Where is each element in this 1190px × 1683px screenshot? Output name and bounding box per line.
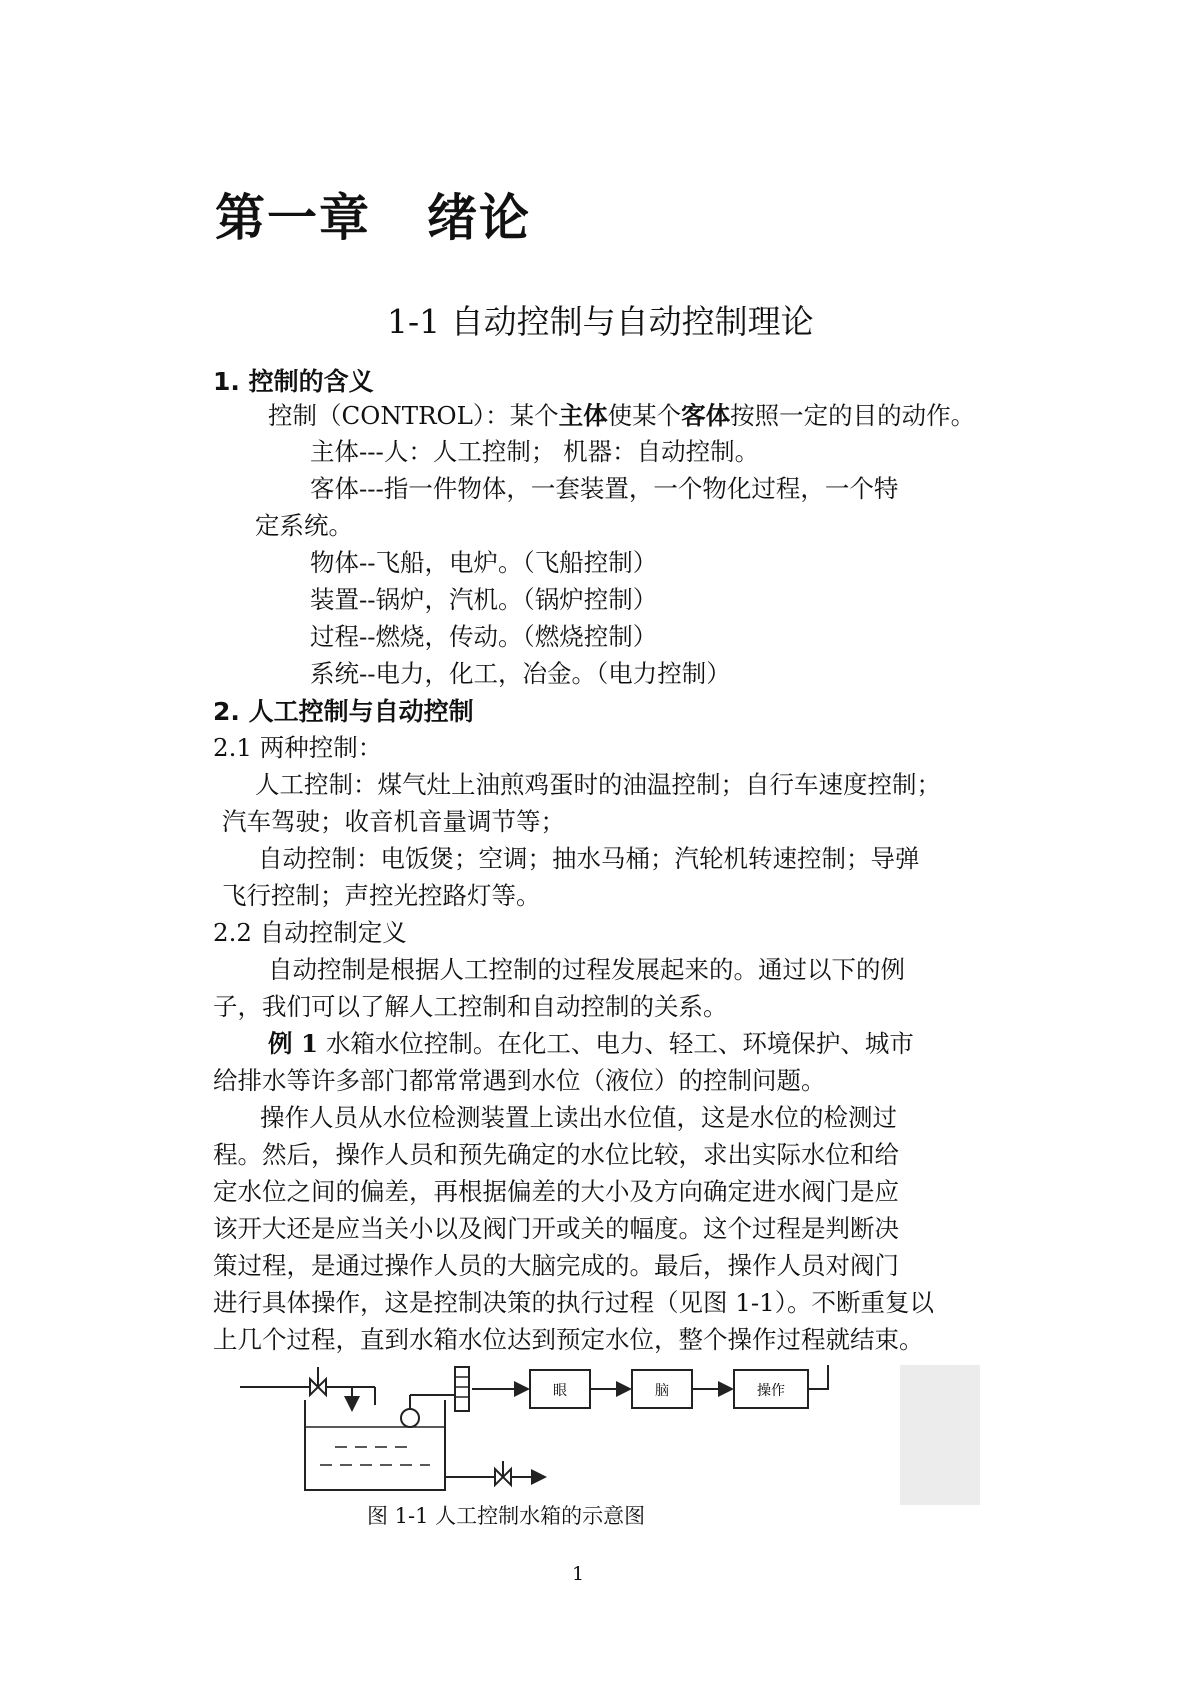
float-icon <box>401 1409 419 1427</box>
paragraph-auto-line2: 飞行控制；声控光控路灯等。 <box>222 881 541 910</box>
paragraph-example-line1 <box>268 1025 914 1060</box>
paragraph-operation-line2: 程。然后，操作人员和预先确定的水位比较，求出实际水位和给 <box>213 1140 899 1169</box>
paragraph-def-line1: 自动控制是根据人工控制的过程发展起来的。通过以下的例 <box>268 955 905 984</box>
text-segment: 水箱水位控制。在化工、电力、轻工、环境保护、城市 <box>318 1029 914 1058</box>
paragraph-auto-line1: 自动控制：电饭煲；空调；抽水马桶；汽轮机转速控制；导弹 <box>258 844 920 873</box>
paragraph-manual-line1: 人工控制：煤气灶上油煎鸡蛋时的油温控制；自行车速度控制； <box>255 770 941 799</box>
paragraph-manual-line2: 汽车驾驶；收音机音量调节等； <box>222 807 565 836</box>
brain-label: 脑 <box>655 1383 669 1399</box>
list-item-object: 物体--飞船，电炉。（飞船控制） <box>310 548 658 577</box>
heading-control-meaning: 1. 控制的含义 <box>213 367 374 396</box>
operate-label: 操作 <box>757 1383 785 1399</box>
paragraph-control-definition <box>268 397 975 432</box>
level-gauge-icon <box>455 1367 469 1411</box>
list-item-process: 过程--燃烧，传动。（燃烧控制） <box>310 622 658 651</box>
paragraph-operation-line3: 定水位之间的偏差，再根据偏差的大小及方向确定进水阀门是应 <box>213 1177 899 1206</box>
list-item-system: 系统--电力，化工，冶金。（电力控制） <box>310 659 731 688</box>
paragraph-operation-line7: 上几个过程，直到水箱水位达到预定水位，整个操作过程就结束。 <box>213 1325 924 1354</box>
chapter-name: 绪论 <box>427 189 531 247</box>
text-segment: 按照一定的目的动作。 <box>730 401 976 430</box>
heading-two-controls: 2.1 两种控制： <box>213 733 383 762</box>
eye-label: 眼 <box>553 1383 567 1399</box>
example-label: 例 1 <box>268 1029 319 1058</box>
paragraph-object-line1: 客体---指一件物体，一套装置，一个物化过程，一个特 <box>310 474 899 503</box>
list-item-device: 装置--锅炉，汽机。（锅炉控制） <box>310 585 658 614</box>
paragraph-example-line2: 给排水等许多部门都常常遇到水位（液位）的控制问题。 <box>213 1066 826 1095</box>
heading-manual-auto: 2. 人工控制与自动控制 <box>213 697 474 726</box>
diagram-svg <box>240 1365 980 1505</box>
heading-auto-definition: 2.2 自动控制定义 <box>213 918 407 947</box>
page-number: 1 <box>572 1563 585 1585</box>
chapter-number: 第一章 <box>215 189 371 247</box>
paragraph-operation-line1: 操作人员从水位检测装置上读出水位值，这是水位的检测过 <box>260 1103 897 1132</box>
scan-shadow <box>900 1365 980 1505</box>
figure-water-tank-diagram <box>240 1365 980 1509</box>
text-segment: 使某个 <box>607 401 682 430</box>
paragraph-def-line2: 子，我们可以了解人工控制和自动控制的关系。 <box>213 992 728 1021</box>
feedback-line <box>808 1365 828 1389</box>
paragraph-operation-line4: 该开大还是应当关小以及阀门开或关的幅度。这个过程是判断决 <box>213 1214 899 1243</box>
water-tank <box>305 1400 445 1490</box>
bold-object: 客体 <box>681 401 731 430</box>
paragraph-subject: 主体---人：人工控制； 机器：自动控制。 <box>310 437 760 466</box>
chapter-title <box>215 178 531 250</box>
bold-subject: 主体 <box>558 401 608 430</box>
text-segment: 控制（CONTROL）：某个 <box>268 401 559 430</box>
paragraph-operation-line6: 进行具体操作，这是控制决策的执行过程（见图 1-1）。不断重复以 <box>213 1288 934 1317</box>
figure-caption: 图 1-1 人工控制水箱的示意图 <box>367 1504 646 1528</box>
paragraph-operation-line5: 策过程，是通过操作人员的大脑完成的。最后，操作人员对阀门 <box>213 1251 899 1280</box>
section-title: 1-1 自动控制与自动控制理论 <box>387 302 814 341</box>
paragraph-object-line2: 定系统。 <box>255 511 353 540</box>
